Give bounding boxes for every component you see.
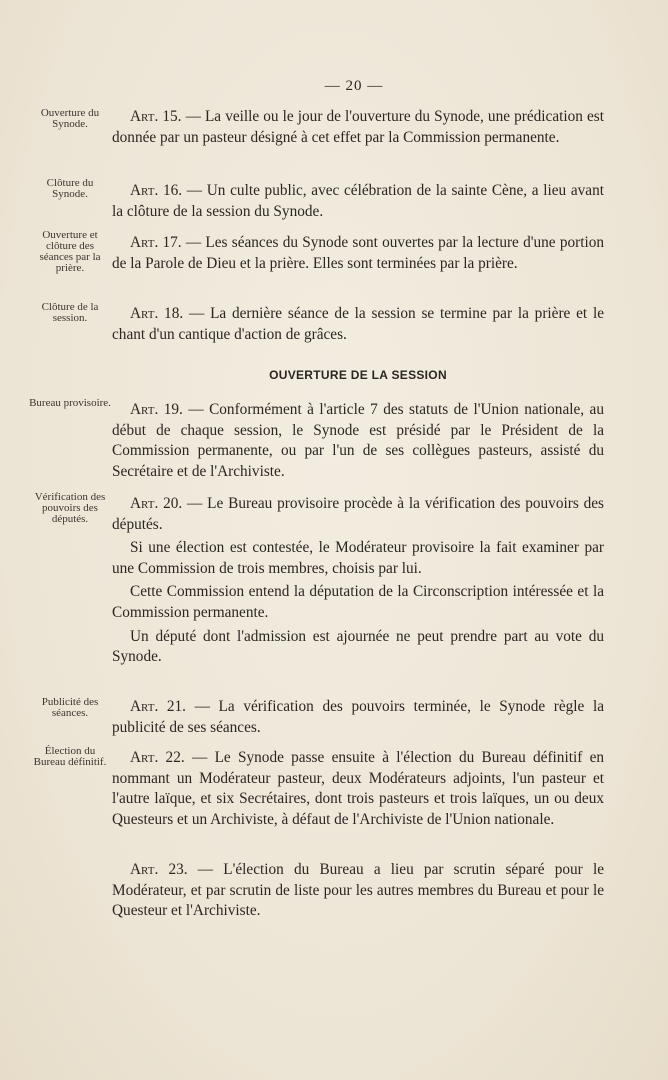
article-23 (112, 860, 604, 922)
section-heading: OUVERTURE DE LA SESSION (269, 368, 447, 382)
article-21 (112, 697, 604, 738)
article-paragraph: Un député dont l'admission est ajournée ne peut prendre part au vote du Synode. (112, 627, 604, 666)
article-paragraph: Art. 19. — Conformément à l'article 7 des statuts de l'Union nationale, au début de chaque session, le Synode est présidé par le Président de la Commission permanente, ou par l'un de ses collègues pasteurs, assisté du Secrétaire et de l'Archiviste. (112, 401, 604, 480)
article-paragraph: Art. 22. — Le Synode passe ensuite à l'élection du Bureau définitif en nommant un Modérateur pasteur, deux Modérateurs adjoints, l'un pasteur et l'autre laïque, et six Secrétaires, dont trois pasteurs et trois laïques, un ou deux Questeurs et un Archiviste, à défaut de l'Archiviste de l'Union nationale. (112, 749, 605, 828)
margin-note-art-15: Ouverture du Synode. (40, 107, 100, 130)
margin-note-art-18: Clôture de la session. (41, 301, 99, 324)
page-number: — 20 — (324, 78, 384, 94)
margin-note-art-21: Publicité des séances. (41, 696, 99, 719)
article-20 (112, 494, 604, 668)
article-number: Art. 22. (130, 749, 185, 766)
article-19 (112, 400, 604, 482)
article-number: Art. 19. (130, 401, 183, 418)
article-paragraph: Si une élection est contestée, le Modérateur provisoire la fait examiner par une Commission de trois membres, choisis par lui. (112, 539, 604, 577)
margin-note-art-20: Vérification des pouvoirs des députés. (34, 491, 106, 525)
article-18 (112, 304, 604, 345)
article-number: Art. 21. (130, 698, 187, 715)
article-paragraph: Art. 15. — La veille ou le jour de l'ouverture du Synode, une prédication est donnée par un pasteur désigné à cet effet par la Commission permanente. (112, 108, 604, 146)
article-paragraph: Art. 16. — Un culte public, avec célébration de la sainte Cène, a lieu avant la clôture de la session du Synode. (112, 182, 604, 220)
article-number: Art. 18. (130, 305, 184, 322)
article-16 (112, 181, 604, 222)
article-number: Art. 20. (130, 495, 183, 512)
article-17 (112, 233, 604, 274)
article-number: Art. 15. (130, 108, 182, 125)
article-paragraph: Art. 23. — L'élection du Bureau a lieu par scrutin séparé pour le Modérateur, et par scrutin de liste pour les autres membres du Bureau et pour le Questeur et l'Archiviste. (112, 861, 604, 920)
article-paragraph: Cette Commission entend la députation de la Circonscription intéressée et la Commission permanente. (112, 583, 604, 621)
margin-note-art-19: Bureau provisoire. (29, 397, 111, 409)
article-number: Art. 16. (130, 182, 183, 199)
article-paragraph: Art. 17. — Les séances du Synode sont ouvertes par la lecture d'une portion de la Parole de Dieu et la prière. Elles sont terminées par la prière. (112, 234, 605, 272)
margin-note-art-22: Élection du Bureau définitif. (33, 745, 107, 768)
article-15 (112, 107, 604, 148)
article-paragraph: Art. 21. — La vérification des pouvoirs terminée, le Synode règle la publicité de ses séances. (112, 698, 604, 736)
margin-note-art-16: Clôture du Synode. (46, 177, 94, 200)
margin-note-art-17: Ouverture et clôture des séances par la prière. (39, 229, 101, 274)
article-paragraph: Art. 20. — Le Bureau provisoire procède à la vérification des pouvoirs des députés. (112, 495, 604, 533)
article-number: Art. 17. (130, 234, 182, 251)
article-number: Art. 23. (130, 861, 188, 878)
article-22 (112, 748, 604, 830)
article-paragraph: Art. 18. — La dernière séance de la session se termine par la prière et le chant d'un cantique d'action de grâces. (112, 305, 604, 343)
